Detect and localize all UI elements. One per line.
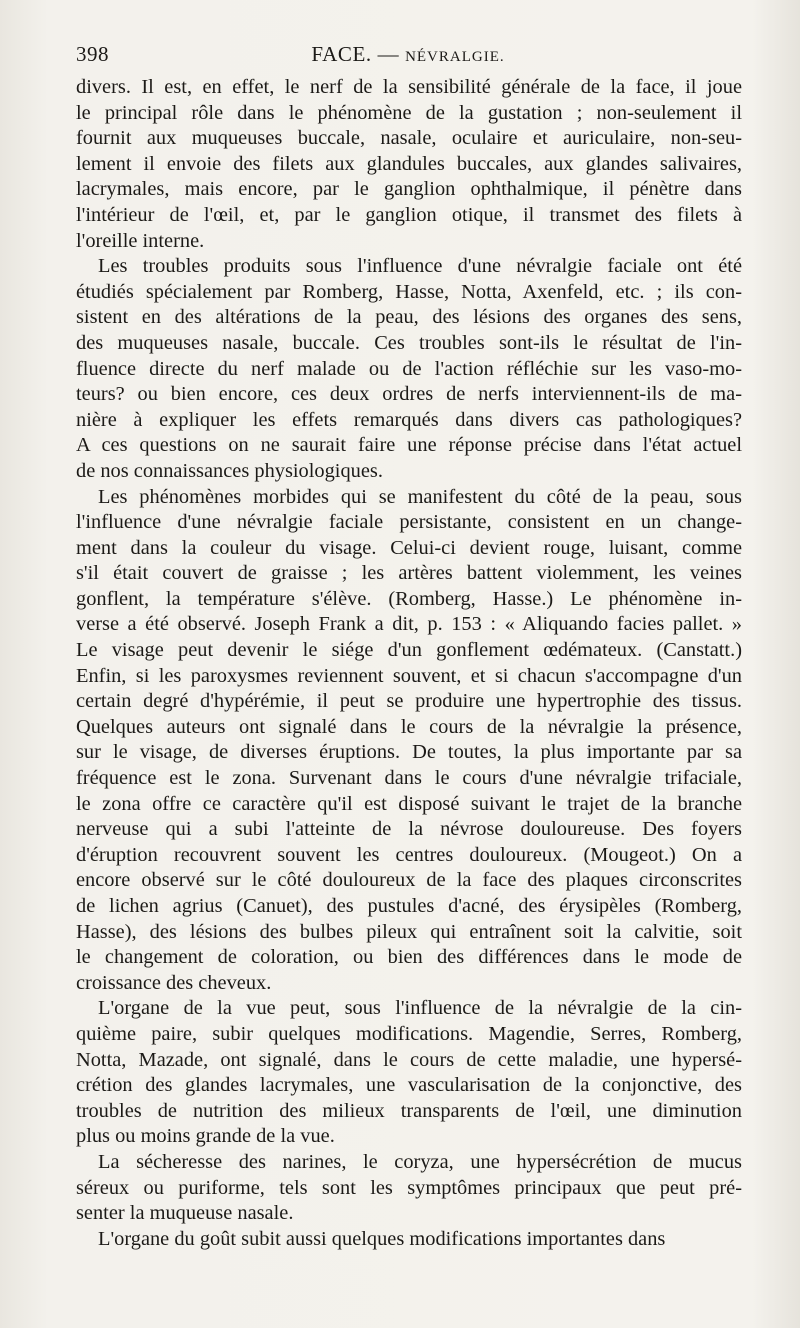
- text-line: Les troubles produits sous l'influence d'une névralgie faciale ont été: [98, 255, 742, 278]
- text-line: Enfin, si les paroxysmes reviennent souvent, et si chacun s'accompagne d'un: [76, 664, 742, 687]
- running-head-title: FACE.: [311, 42, 372, 66]
- text-line: l'intérieur de l'œil, et, par le ganglion otique, il transmet des filets à: [76, 203, 742, 226]
- text-line: le zona offre ce caractère qu'il est disposé suivant le trajet de la branche: [76, 792, 742, 815]
- text-line: La sécheresse des narines, le coryza, une hypersécrétion de mucus: [98, 1150, 742, 1173]
- text-line: nière à expliquer les effets remarqués dans divers cas pathologiques?: [76, 408, 742, 431]
- running-head-subtitle: NÉVRALGIE.: [405, 49, 505, 65]
- body-text: [76, 75, 742, 1252]
- paragraph: [76, 75, 742, 254]
- text-line: lement il envoie des filets aux glandules buccales, aux glandes salivaires,: [76, 152, 742, 175]
- paragraph: [76, 254, 742, 484]
- text-line: sistent en des altérations de la peau, des lésions des organes des sens,: [76, 306, 742, 329]
- text-line: fournit aux muqueuses buccale, nasale, oculaire et auriculaire, non-seu-: [76, 127, 742, 150]
- page-number: 398: [76, 42, 109, 66]
- text-line: plus ou moins grande de la vue.: [76, 1125, 335, 1148]
- text-line: divers. Il est, en effet, le nerf de la sensibilité générale de la face, il joue: [76, 76, 742, 98]
- running-head: [76, 42, 740, 67]
- text-line: L'organe du goût subit aussi quelques modifications importantes dans: [98, 1227, 666, 1250]
- text-line: verse a été observé. Joseph Frank a dit, p. 153 : « Aliquando facies pallet. »: [76, 613, 742, 636]
- text-line: s'il était couvert de graisse ; les artères battent violemment, les veines: [76, 562, 742, 585]
- text-line: teurs? ou bien encore, ces deux ordres de nerfs interviennent-ils de ma-: [76, 383, 742, 406]
- text-line: Le visage peut devenir le siége d'un gonflement œdémateux. (Canstatt.): [76, 639, 742, 662]
- text-line: des muqueuses nasale, buccale. Ces troubles sont-ils le résultat de l'in-: [76, 331, 742, 354]
- text-line: Quelques auteurs ont signalé dans le cours de la névralgie la présence,: [76, 715, 742, 738]
- text-line: de nos connaissances physiologiques.: [76, 459, 383, 482]
- text-line: gonflent, la température s'élève. (Romberg, Hasse.) Le phénomène in-: [76, 587, 742, 610]
- text-line: lacrymales, mais encore, par le ganglion ophthalmique, il pénètre dans: [76, 178, 742, 201]
- paragraph: [76, 485, 742, 997]
- text-line: d'éruption recouvrent souvent les centres douloureux. (Mougeot.) On a: [76, 843, 742, 866]
- text-line: l'influence d'une névralgie faciale persistante, consistent en un change-: [76, 511, 742, 534]
- text-line: A ces questions on ne saurait faire une réponse précise dans l'état actuel: [76, 434, 742, 457]
- text-line: le principal rôle dans le phénomène de la gustation ; non-seulement il: [76, 101, 742, 124]
- text-line: Hasse), des lésions des bulbes pileux qui entraînent soit la calvitie, soit: [76, 920, 742, 943]
- text-line: Les phénomènes morbides qui se manifestent du côté de la peau, sous: [98, 485, 742, 508]
- text-line: Notta, Mazade, ont signalé, dans le cours de cette maladie, une hypersé-: [76, 1048, 742, 1071]
- text-line: l'oreille interne.: [76, 229, 205, 252]
- text-line: crétion des glandes lacrymales, une vascularisation de la conjonctive, des: [76, 1074, 742, 1097]
- text-line: senter la muqueuse nasale.: [76, 1202, 294, 1225]
- text-line: ment dans la couleur du visage. Celui-ci devient rouge, luisant, comme: [76, 536, 742, 559]
- text-line: le changement de coloration, ou bien des différences dans le mode de: [76, 946, 742, 969]
- text-line: encore observé sur le côté douloureux de la face des plaques circonscrites: [76, 869, 742, 892]
- text-line: nerveuse qui a subi l'atteinte de la névrose douloureuse. Des foyers: [76, 818, 742, 841]
- text-line: L'organe de la vue peut, sous l'influence de la névralgie de la cin-: [98, 997, 742, 1020]
- text-line: croissance des cheveux.: [76, 971, 272, 994]
- page-header: [76, 42, 740, 72]
- text-line: fréquence est le zona. Survenant dans le cours d'une névralgie trifaciale,: [76, 767, 742, 790]
- text-line: de lichen agrius (Canuet), des pustules d'acné, des érysipèles (Romberg,: [76, 895, 742, 917]
- paragraph: [76, 996, 742, 1150]
- text-line: certain degré d'hypérémie, il peut se produire une hypertrophie des tissus.: [76, 690, 742, 713]
- paragraph: [76, 1227, 742, 1253]
- paragraph: [76, 1150, 742, 1227]
- text-line: fluence directe du nerf malade ou de l'action réfléchie sur les vaso-mo-: [76, 357, 742, 380]
- running-head-separator: —: [377, 42, 400, 66]
- text-line: troubles de nutrition des milieux transparents de l'œil, une diminution: [76, 1099, 742, 1122]
- text-line: étudiés spécialement par Romberg, Hasse, Notta, Axenfeld, etc. ; ils con-: [76, 280, 742, 303]
- text-line: quième paire, subir quelques modifications. Magendie, Serres, Romberg,: [76, 1022, 742, 1045]
- text-line: séreux ou puriforme, tels sont les symptômes principaux que peut pré-: [76, 1176, 742, 1199]
- text-line: sur le visage, de diverses éruptions. De toutes, la plus importante par sa: [76, 741, 742, 764]
